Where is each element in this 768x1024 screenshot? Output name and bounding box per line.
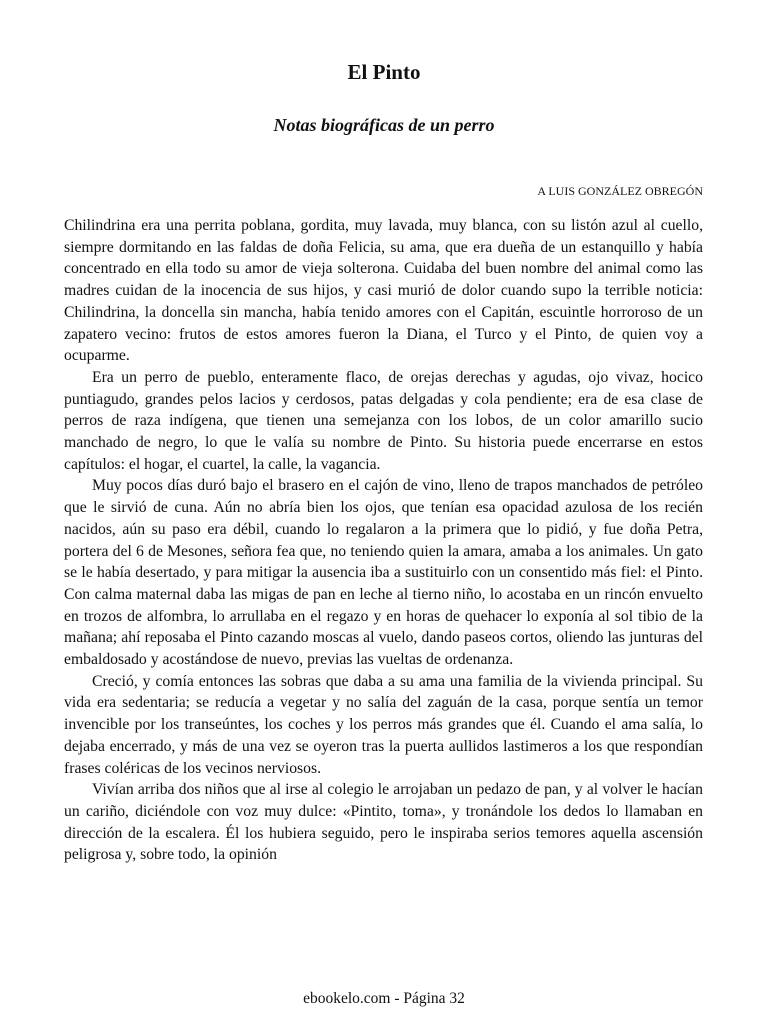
paragraph: Muy pocos días duró bajo el brasero en el cajón de vino, lleno de trapos manchados de petróleo que le sirvió de cuna. Aún no abría bien los ojos, que tenían esa opacidad azulosa de los recién nacidos, aún su paso era débil, cuando lo regalaron a la primera que lo pidió, y fue doña Petra, portera del 6 de Mesones, señora fea que, no teniendo quien la amara, amaba a los animales. Un gato se le había desertado, y para mitigar la ausencia iba a sustituirlo con un consentido más fiel: el Pinto. Con calma maternal daba las migas de pan en leche al tierno niño, lo acostaba en un rincón envuelto en trozos de alfombra, lo arrullaba en el regazo y en horas de quehacer lo exponía al sol tibio de la mañana; ahí reposaba el Pinto cazando moscas al vuelo, dando paseos cortos, oliendo las junturas del embaldosado y acostándose de nuevo, previas las vueltas de ordenanza. (64, 477, 703, 669)
dedication: A LUIS GONZÁLEZ OBREGÓN (537, 184, 703, 198)
paragraph: Chilindrina era una perrita poblana, gordita, muy lavada, muy blanca, con su listón azul al cuello, siempre dormitando en las faldas de doña Felicia, su ama, que era dueña de un estanquillo y había concentrado en ella todo su amor de vieja solterona. Cuidaba del buen nombre del animal como las madres cuidan de la inocencia de sus hijos, y casi murió de dolor cuando supo la terrible noticia: Chilindrina, la doncella sin mancha, había tenido amores con el Capitán, escuintle horroroso de un zapatero vecino: frutos de estos amores fueron la Diana, el Turco y el Pinto, de quien voy a ocuparme. (64, 217, 703, 365)
chapter-title: El Pinto (347, 60, 421, 84)
body-text (64, 215, 703, 866)
chapter-subtitle: Notas biográficas de un perro (273, 115, 495, 135)
page-footer: ebookelo.com - Página 32 (303, 990, 465, 1007)
paragraph: Vivían arriba dos niños que al irse al colegio le arrojaban un pedazo de pan, y al volver le hacían un cariño, diciéndole con voz muy dulce: «Pintito, toma», y tronándole los dedos lo llamaban en dirección de la escalera. Él los hubiera seguido, pero le inspiraba serios temores aquella ascensión peligrosa y, sobre todo, la opinión (64, 781, 703, 864)
paragraph: Era un perro de pueblo, enteramente flaco, de orejas derechas y agudas, ojo vivaz, hocico puntiagudo, grandes pelos lacios y cerdosos, patas delgadas y cola pendiente; era de esa clase de perros de raza indígena, que tienen una semejanza con los lobos, de un color amarillo sucio manchado de negro, lo que le valía su nombre de Pinto. Su historia puede encerrarse en estos capítulos: el hogar, el cuartel, la calle, la vagancia. (64, 368, 703, 473)
paragraph: Creció, y comía entonces las sobras que daba a su ama una familia de la vivienda principal. Su vida era sedentaria; se reducía a vegetar y no salía del zaguán de la casa, porque sentía un temor invencible por los transeúntes, los coches y los perros más grandes que él. Cuando el ama salía, lo dejaba encerrado, y más de una vez se oyeron tras la puerta aullidos lastimeros a los que respondían frases coléricas de los vecinos nerviosos. (64, 672, 703, 777)
